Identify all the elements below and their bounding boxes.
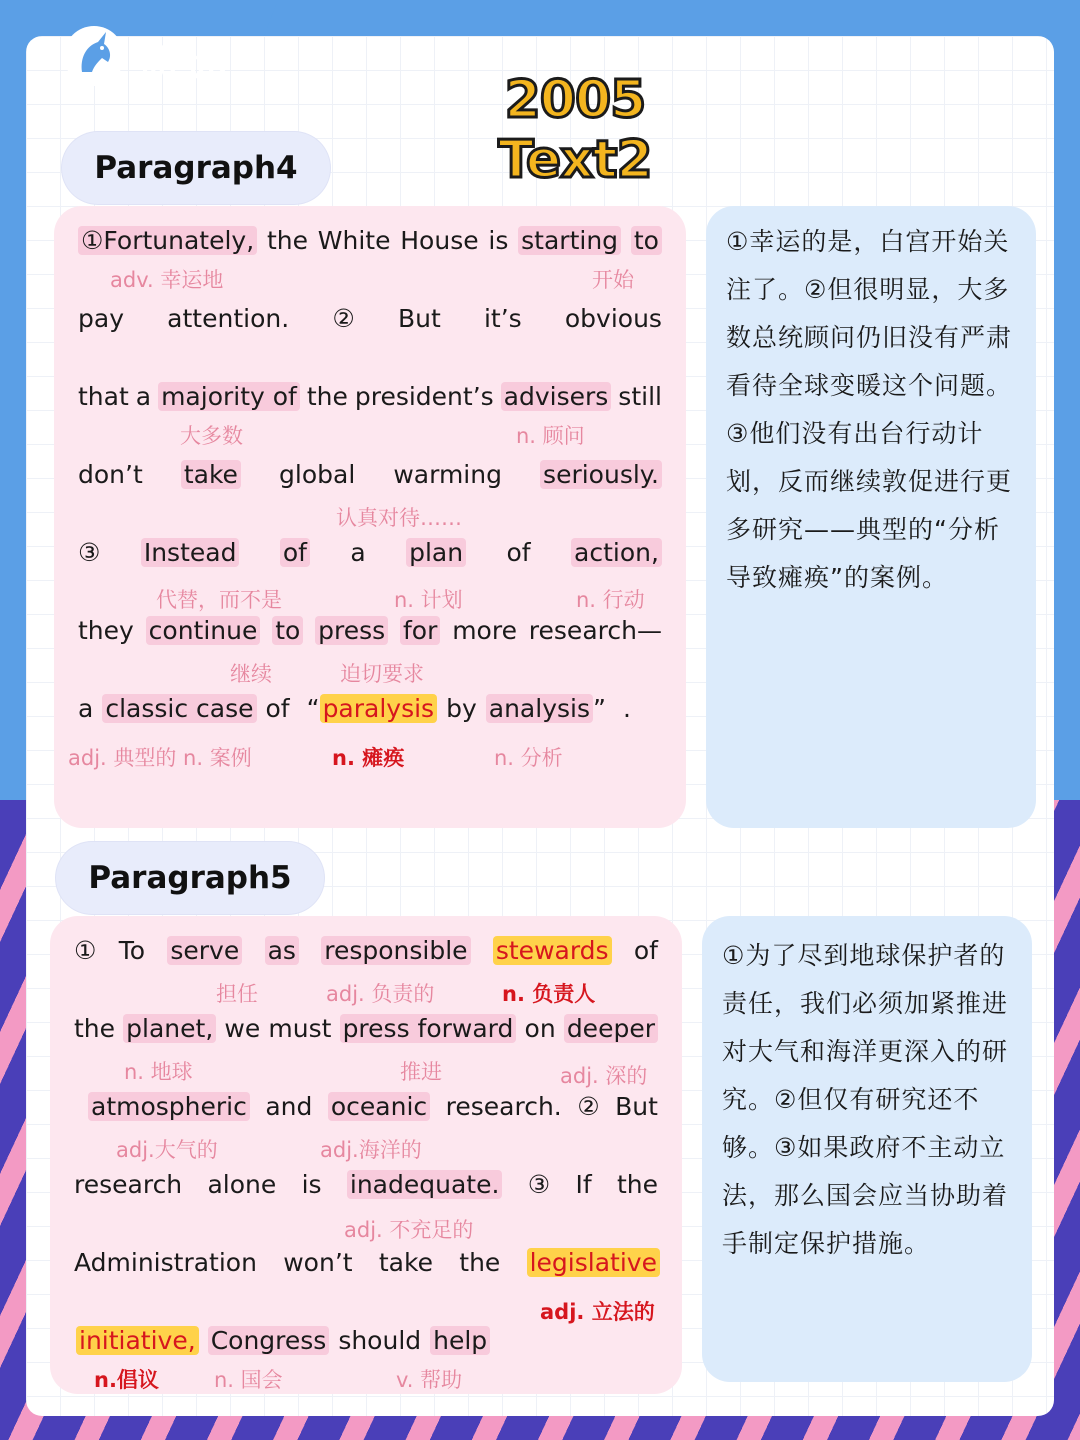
p4-line-7 bbox=[78, 694, 638, 723]
word: is bbox=[488, 226, 509, 255]
word: to bbox=[631, 226, 662, 255]
annotation: 大多数 bbox=[180, 424, 243, 448]
annotation: n. 行动 bbox=[576, 588, 645, 612]
p5-line-5 bbox=[74, 1248, 660, 1277]
word: . bbox=[622, 694, 631, 723]
annotation: n.倡议 bbox=[94, 1368, 159, 1392]
translation-line: 看待全球变暖这个问题。 bbox=[726, 371, 1013, 400]
word: ③ bbox=[527, 1170, 551, 1199]
word: the bbox=[74, 1014, 116, 1043]
translation-line: ③他们没有出台行动计 bbox=[726, 419, 984, 448]
annotation: n. 国会 bbox=[214, 1368, 283, 1392]
word: ① bbox=[74, 936, 97, 965]
annotation: adj. 不充足的 bbox=[344, 1218, 474, 1242]
word: that bbox=[78, 382, 129, 411]
translation-line: 法，那么国会应当协助着 bbox=[722, 1181, 1009, 1210]
word: action, bbox=[571, 538, 662, 567]
annotation: 认真对待…… bbox=[336, 506, 462, 530]
paragraph5-heading: Paragraph5 bbox=[88, 860, 292, 896]
annotation: n. 顾问 bbox=[516, 424, 585, 448]
p5-line-2 bbox=[74, 1014, 658, 1043]
word: won’t bbox=[283, 1248, 353, 1277]
word: a bbox=[78, 694, 94, 723]
paragraph5-heading-pill bbox=[56, 842, 324, 914]
annotation: n. 瘫痪 bbox=[332, 746, 405, 770]
word: analysis bbox=[486, 694, 593, 723]
word: attention. bbox=[167, 304, 290, 333]
translation-line: 多研究——典型的“分析 bbox=[726, 515, 1000, 544]
word: we bbox=[224, 1014, 261, 1043]
annotation: adj. 负责的 bbox=[326, 982, 435, 1006]
word: of bbox=[265, 694, 290, 723]
word: of bbox=[280, 538, 310, 567]
word: must bbox=[268, 1014, 332, 1043]
annotation: adj.海洋的 bbox=[320, 1138, 422, 1162]
word: majority of bbox=[158, 382, 300, 411]
word: should bbox=[338, 1326, 422, 1355]
word: to bbox=[272, 616, 303, 645]
word: plan bbox=[406, 538, 466, 567]
word: ①Fortunately, bbox=[78, 226, 257, 255]
word: atmospheric bbox=[88, 1092, 250, 1121]
unicorn-logo-icon bbox=[64, 26, 124, 86]
word: research bbox=[74, 1170, 183, 1199]
p4-line-6 bbox=[78, 616, 662, 645]
word: paralysis bbox=[320, 694, 438, 723]
word: Congress bbox=[208, 1326, 330, 1355]
annotation: adj. 深的 bbox=[560, 1064, 648, 1088]
word: White bbox=[317, 226, 391, 255]
word: But bbox=[615, 1092, 658, 1121]
word: help bbox=[430, 1326, 490, 1355]
word: by bbox=[446, 694, 477, 723]
translation-line: 够。③如果政府不主动立 bbox=[722, 1133, 1006, 1162]
word: is bbox=[301, 1170, 322, 1199]
word: the bbox=[266, 226, 308, 255]
word: advisers bbox=[501, 382, 612, 411]
p5-line-1 bbox=[74, 936, 658, 965]
p4-line-2 bbox=[78, 304, 662, 333]
annotation: 代替，而不是 bbox=[156, 588, 282, 612]
word: still bbox=[618, 382, 662, 411]
word: the bbox=[459, 1248, 501, 1277]
p4-line-5 bbox=[78, 538, 662, 567]
p5-line-4 bbox=[74, 1170, 658, 1199]
word: as bbox=[265, 936, 299, 965]
word: stewards bbox=[493, 936, 612, 965]
word: classic case bbox=[102, 694, 256, 723]
word: “ bbox=[306, 694, 320, 723]
p5-line-6 bbox=[76, 1326, 496, 1355]
word: the bbox=[306, 382, 348, 411]
translation-line: 导致瘫痪”的案例。 bbox=[726, 563, 948, 592]
annotation: adj. 典型的 n. 案例 bbox=[68, 746, 252, 770]
word: ③ bbox=[78, 538, 101, 567]
annotation: v. 帮助 bbox=[396, 1368, 463, 1392]
annotation: 担任 bbox=[216, 982, 258, 1006]
word: it’s bbox=[483, 304, 522, 333]
word: global bbox=[279, 460, 356, 489]
translation-line: ①为了尽到地球保护者的 bbox=[722, 941, 1006, 970]
annotation: adv. 幸运地 bbox=[110, 268, 224, 292]
word: of bbox=[633, 936, 658, 965]
annotation: n. 计划 bbox=[394, 588, 463, 612]
word: a bbox=[350, 538, 366, 567]
translation-line: 手制定保护措施。 bbox=[722, 1229, 931, 1258]
translation-line: 数总统顾问仍旧没有严肃 bbox=[726, 323, 1013, 352]
p5-line-3 bbox=[88, 1092, 658, 1121]
annotation: adj. 立法的 bbox=[540, 1300, 655, 1324]
word: seriously. bbox=[540, 460, 662, 489]
word: more bbox=[452, 616, 517, 645]
word: planet, bbox=[123, 1014, 216, 1043]
word: initiative, bbox=[76, 1326, 199, 1355]
annotation: 开始 bbox=[592, 268, 634, 292]
annotation: n. 分析 bbox=[494, 746, 563, 770]
word: take bbox=[378, 1248, 433, 1277]
brand-name: 研途 bbox=[138, 39, 230, 90]
word: they bbox=[78, 616, 134, 645]
word: legislative bbox=[527, 1248, 660, 1277]
word: alone bbox=[207, 1170, 277, 1199]
p4-line-1 bbox=[78, 226, 662, 255]
word: for bbox=[400, 616, 440, 645]
word: president’s bbox=[354, 382, 494, 411]
translation-line: 划，反而继续敦促进行更 bbox=[726, 467, 1013, 496]
word: But bbox=[397, 304, 441, 333]
word: research— bbox=[528, 616, 662, 645]
word: a bbox=[135, 382, 152, 411]
word: To bbox=[118, 936, 146, 965]
word: serve bbox=[167, 936, 242, 965]
word: of bbox=[506, 538, 531, 567]
annotation: n. 负责人 bbox=[502, 982, 596, 1006]
word: warming bbox=[393, 460, 502, 489]
word: If bbox=[575, 1170, 592, 1199]
word: oceanic bbox=[328, 1092, 430, 1121]
word: Instead bbox=[141, 538, 240, 567]
annotation: 继续 bbox=[230, 662, 272, 686]
paragraph4-heading: Paragraph4 bbox=[94, 150, 298, 186]
word: responsible bbox=[321, 936, 470, 965]
translation-line: 究。②但仅有研究还不 bbox=[722, 1085, 980, 1114]
word: the bbox=[616, 1170, 658, 1199]
word: ② bbox=[577, 1092, 600, 1121]
word: research. bbox=[445, 1092, 562, 1121]
word: ② bbox=[332, 304, 355, 333]
word: press bbox=[315, 616, 388, 645]
annotation: 推进 bbox=[400, 1060, 442, 1084]
annotation: n. 地球 bbox=[124, 1060, 193, 1084]
word: obvious bbox=[564, 304, 662, 333]
word: take bbox=[181, 460, 241, 489]
word: Administration bbox=[74, 1248, 257, 1277]
translation-line: 责任，我们必须加紧推进 bbox=[722, 989, 1009, 1018]
translation-line: ①幸运的是，白宫开始关 bbox=[726, 227, 1010, 256]
word: ” bbox=[593, 694, 606, 723]
annotation: adj.大气的 bbox=[116, 1138, 218, 1162]
page-title: 2005 Text2 bbox=[498, 70, 652, 190]
word: starting bbox=[518, 226, 621, 255]
word: on bbox=[524, 1014, 556, 1043]
annotation: 迫切要求 bbox=[340, 662, 424, 686]
translation-line: 注了。②但很明显，大多 bbox=[726, 275, 1010, 304]
word: continue bbox=[146, 616, 261, 645]
p4-line-4 bbox=[78, 460, 662, 489]
word: pay bbox=[78, 304, 124, 333]
word: inadequate. bbox=[347, 1170, 503, 1199]
word: and bbox=[265, 1092, 313, 1121]
word: don’t bbox=[78, 460, 143, 489]
translation-line: 对大气和海洋更深入的研 bbox=[722, 1037, 1009, 1066]
p4-line-3 bbox=[78, 382, 662, 411]
word: deeper bbox=[564, 1014, 658, 1043]
paragraph4-heading-pill bbox=[62, 132, 330, 204]
word: House bbox=[400, 226, 479, 255]
word: press forward bbox=[340, 1014, 517, 1043]
